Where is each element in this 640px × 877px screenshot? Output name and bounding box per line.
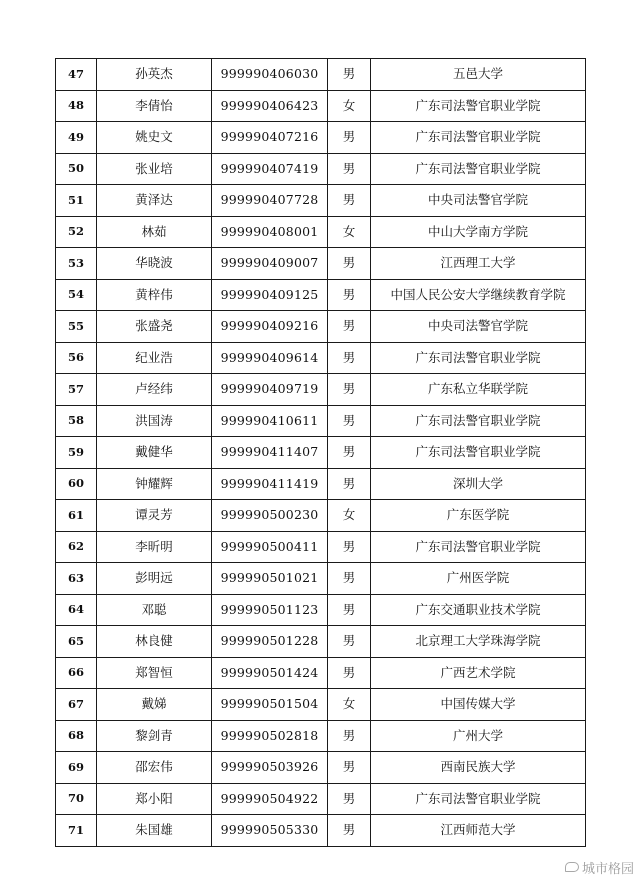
table-row <box>56 626 586 658</box>
row-number: 58 <box>56 405 97 437</box>
school-name: 广东司法警官职业学院 <box>371 90 586 122</box>
school-name: 广东司法警官职业学院 <box>371 122 586 154</box>
exam-id: 999990409125 <box>212 279 328 311</box>
table-row <box>56 122 586 154</box>
exam-id: 999990406423 <box>212 90 328 122</box>
row-number: 61 <box>56 500 97 532</box>
table-row <box>56 783 586 815</box>
candidate-name: 孙英杰 <box>97 59 212 91</box>
exam-id: 999990409216 <box>212 311 328 343</box>
candidate-name: 张业培 <box>97 153 212 185</box>
row-number: 66 <box>56 657 97 689</box>
school-name: 广州医学院 <box>371 563 586 595</box>
gender: 男 <box>328 248 371 280</box>
candidate-name: 洪国涛 <box>97 405 212 437</box>
row-number: 47 <box>56 59 97 91</box>
school-name: 西南民族大学 <box>371 752 586 784</box>
candidate-name: 张盛尧 <box>97 311 212 343</box>
row-number: 48 <box>56 90 97 122</box>
table-row <box>56 216 586 248</box>
gender: 男 <box>328 59 371 91</box>
table-row <box>56 531 586 563</box>
table-row <box>56 720 586 752</box>
gender: 女 <box>328 90 371 122</box>
school-name: 中央司法警官学院 <box>371 185 586 217</box>
gender: 男 <box>328 185 371 217</box>
roster-table <box>55 58 586 847</box>
row-number: 62 <box>56 531 97 563</box>
gender: 男 <box>328 783 371 815</box>
table-row <box>56 59 586 91</box>
exam-id: 999990500411 <box>212 531 328 563</box>
gender: 男 <box>328 594 371 626</box>
gender: 男 <box>328 626 371 658</box>
exam-id: 999990503926 <box>212 752 328 784</box>
school-name: 广东司法警官职业学院 <box>371 783 586 815</box>
exam-id: 999990409007 <box>212 248 328 280</box>
exam-id: 999990407728 <box>212 185 328 217</box>
exam-id: 999990501021 <box>212 563 328 595</box>
candidate-name: 卢经纬 <box>97 374 212 406</box>
exam-id: 999990409719 <box>212 374 328 406</box>
candidate-name: 戴健华 <box>97 437 212 469</box>
gender: 男 <box>328 153 371 185</box>
row-number: 56 <box>56 342 97 374</box>
candidate-name: 戴娣 <box>97 689 212 721</box>
school-name: 江西理工大学 <box>371 248 586 280</box>
row-number: 54 <box>56 279 97 311</box>
exam-id: 999990411419 <box>212 468 328 500</box>
candidate-name: 郑小阳 <box>97 783 212 815</box>
table-row <box>56 594 586 626</box>
exam-id: 999990501504 <box>212 689 328 721</box>
candidate-name: 林茹 <box>97 216 212 248</box>
gender: 男 <box>328 279 371 311</box>
candidate-name: 邵宏伟 <box>97 752 212 784</box>
exam-id: 999990500230 <box>212 500 328 532</box>
row-number: 52 <box>56 216 97 248</box>
exam-id: 999990504922 <box>212 783 328 815</box>
candidate-name: 谭灵芳 <box>97 500 212 532</box>
gender: 女 <box>328 216 371 248</box>
gender: 男 <box>328 405 371 437</box>
exam-id: 999990409614 <box>212 342 328 374</box>
school-name: 中国传媒大学 <box>371 689 586 721</box>
row-number: 57 <box>56 374 97 406</box>
table-row <box>56 657 586 689</box>
row-number: 67 <box>56 689 97 721</box>
candidate-name: 华晓波 <box>97 248 212 280</box>
candidate-name: 纪业浩 <box>97 342 212 374</box>
table-row <box>56 500 586 532</box>
row-number: 70 <box>56 783 97 815</box>
school-name: 广东医学院 <box>371 500 586 532</box>
school-name: 广东司法警官职业学院 <box>371 531 586 563</box>
table-row <box>56 374 586 406</box>
candidate-name: 彭明远 <box>97 563 212 595</box>
table-row <box>56 279 586 311</box>
table-row <box>56 342 586 374</box>
candidate-name: 林良健 <box>97 626 212 658</box>
school-name: 广州大学 <box>371 720 586 752</box>
gender: 男 <box>328 342 371 374</box>
school-name: 中国人民公安大学继续教育学院 <box>371 279 586 311</box>
candidate-name: 黎剑青 <box>97 720 212 752</box>
table-row <box>56 405 586 437</box>
exam-id: 999990501228 <box>212 626 328 658</box>
gender: 男 <box>328 531 371 563</box>
watermark <box>565 860 634 877</box>
exam-id: 999990406030 <box>212 59 328 91</box>
gender: 女 <box>328 500 371 532</box>
gender: 男 <box>328 311 371 343</box>
exam-id: 999990408001 <box>212 216 328 248</box>
table-row <box>56 185 586 217</box>
row-number: 55 <box>56 311 97 343</box>
gender: 男 <box>328 437 371 469</box>
candidate-name: 黄梓伟 <box>97 279 212 311</box>
gender: 女 <box>328 689 371 721</box>
table-row <box>56 563 586 595</box>
candidate-name: 李倩怡 <box>97 90 212 122</box>
school-name: 江西师范大学 <box>371 815 586 847</box>
gender: 男 <box>328 720 371 752</box>
exam-id: 999990501424 <box>212 657 328 689</box>
gender: 男 <box>328 657 371 689</box>
roster-body <box>56 59 586 847</box>
watermark-text: 城市格园 <box>581 861 634 877</box>
candidate-name: 邓聪 <box>97 594 212 626</box>
row-number: 71 <box>56 815 97 847</box>
table-row <box>56 752 586 784</box>
row-number: 64 <box>56 594 97 626</box>
table-row <box>56 311 586 343</box>
row-number: 68 <box>56 720 97 752</box>
school-name: 广东司法警官职业学院 <box>371 342 586 374</box>
exam-id: 999990407216 <box>212 122 328 154</box>
candidate-name: 朱国雄 <box>97 815 212 847</box>
gender: 男 <box>328 468 371 500</box>
gender: 男 <box>328 122 371 154</box>
table-row <box>56 153 586 185</box>
exam-id: 999990410611 <box>212 405 328 437</box>
wechat-icon <box>565 862 579 872</box>
gender: 男 <box>328 815 371 847</box>
table-row <box>56 468 586 500</box>
table-row <box>56 90 586 122</box>
row-number: 63 <box>56 563 97 595</box>
school-name: 广东司法警官职业学院 <box>371 405 586 437</box>
school-name: 深圳大学 <box>371 468 586 500</box>
candidate-name: 姚史文 <box>97 122 212 154</box>
exam-id: 999990407419 <box>212 153 328 185</box>
candidate-name: 黄泽达 <box>97 185 212 217</box>
row-number: 53 <box>56 248 97 280</box>
gender: 男 <box>328 563 371 595</box>
school-name: 北京理工大学珠海学院 <box>371 626 586 658</box>
exam-id: 999990501123 <box>212 594 328 626</box>
exam-id: 999990505330 <box>212 815 328 847</box>
table-row <box>56 815 586 847</box>
school-name: 中山大学南方学院 <box>371 216 586 248</box>
candidate-name: 钟耀辉 <box>97 468 212 500</box>
row-number: 60 <box>56 468 97 500</box>
school-name: 中央司法警官学院 <box>371 311 586 343</box>
row-number: 51 <box>56 185 97 217</box>
gender: 男 <box>328 374 371 406</box>
table-row <box>56 437 586 469</box>
candidate-name: 郑智恒 <box>97 657 212 689</box>
school-name: 五邑大学 <box>371 59 586 91</box>
school-name: 广东司法警官职业学院 <box>371 153 586 185</box>
row-number: 69 <box>56 752 97 784</box>
row-number: 49 <box>56 122 97 154</box>
table-row <box>56 248 586 280</box>
roster-sheet <box>55 58 585 847</box>
row-number: 50 <box>56 153 97 185</box>
candidate-name: 李昕明 <box>97 531 212 563</box>
gender: 男 <box>328 752 371 784</box>
school-name: 广东私立华联学院 <box>371 374 586 406</box>
table-row <box>56 689 586 721</box>
school-name: 广东司法警官职业学院 <box>371 437 586 469</box>
school-name: 广西艺术学院 <box>371 657 586 689</box>
row-number: 59 <box>56 437 97 469</box>
exam-id: 999990502818 <box>212 720 328 752</box>
school-name: 广东交通职业技术学院 <box>371 594 586 626</box>
exam-id: 999990411407 <box>212 437 328 469</box>
row-number: 65 <box>56 626 97 658</box>
